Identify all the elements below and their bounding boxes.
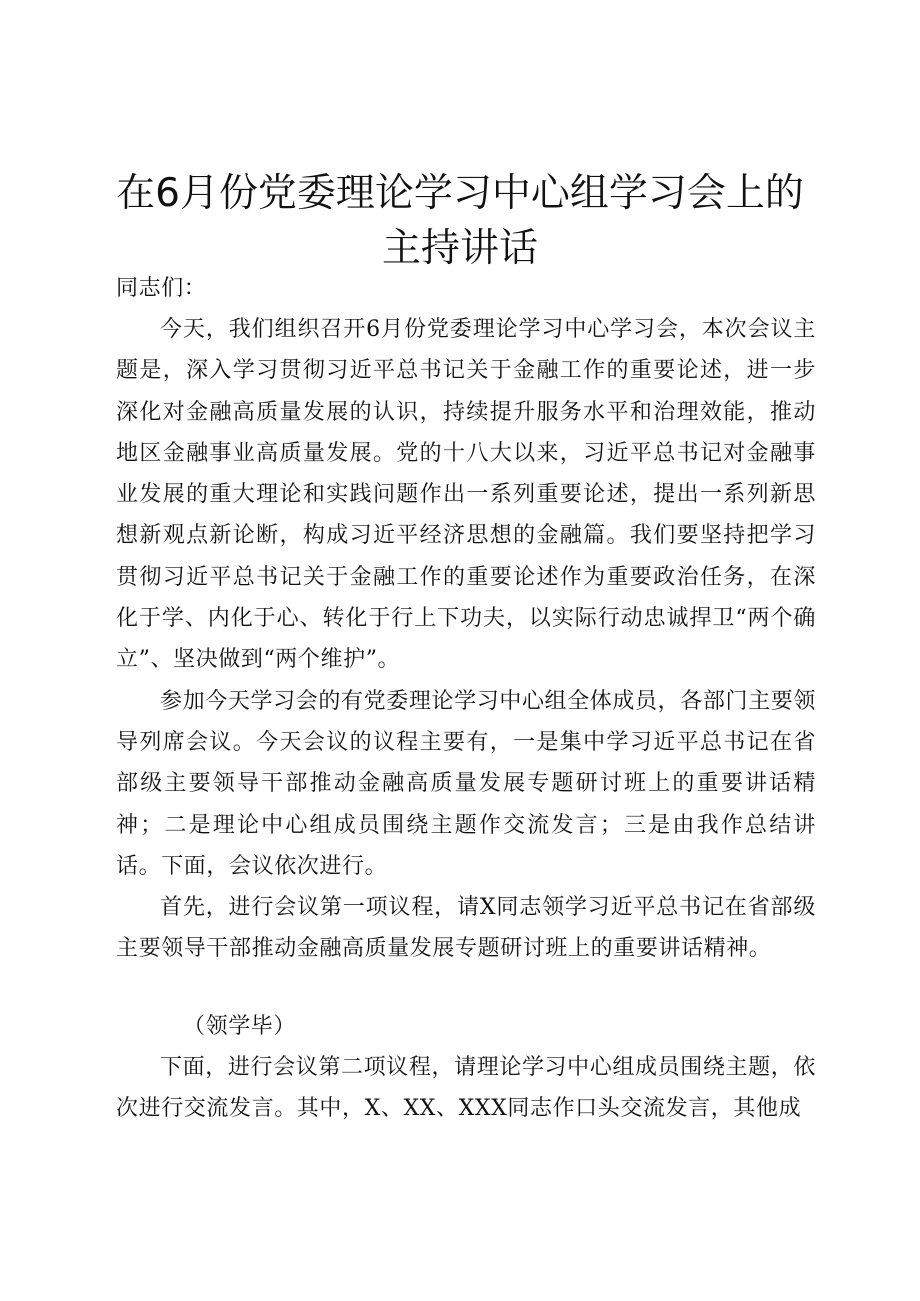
document-title: 在6月份党委理论学习中心组学习会上的主持讲话 — [116, 171, 804, 271]
paragraph-intro: 今天，我们组织召开6月份党委理论学习中心学习会，本次会议主题是，深入学习贯彻习近平总书记关于金融工作的重要论述，进一步深化对金融高质量发展的认识，持续提升服务水平和治理效能，推动地区金融事业高质量发展。党的十八大以来，习近平总书记对金融事业发展的重大理论和实践问题作出一系列重要论述，提出一系列新思想新观点新论断，构成习近平经济思想的金融篇。我们要坚持把学习贯彻习近平总书记关于金融工作的重要论述作为重要政治任务，在深化于学、内化于心、转化于行上下功夫，以实际行动忠诚捍卫“两个确立”、坚决做到“两个维护”。 — [116, 317, 816, 673]
stage-note: （领学毕） — [183, 1014, 297, 1039]
body-paragraphs-bottom — [116, 1047, 816, 1130]
paragraph-first-agenda: 首先，进行会议第一项议程，请X同志领学习近平总书记在省部级主要领导干部推动金融高质量发展专题研讨班上的重要讲话精神。 — [116, 895, 816, 962]
body-paragraphs-top — [116, 309, 816, 970]
paragraph-second-agenda: 下面，进行会议第二项议程，请理论学习中心组成员围绕主题，依次进行交流发言。其中，X、XX、XXX同志作口头交流发言，其他成 — [116, 1055, 816, 1122]
paragraph-attendees: 参加今天学习会的有党委理论学习中心组全体成员，各部门主要领导列席会议。今天会议的议程主要有，一是集中学习近平总书记在省部级主要领导干部推动金融高质量发展专题研讨班上的重要讲话精神；二是理论中心组成员围绕主题作交流发言；三是由我作总结讲话。下面，会议依次进行。 — [116, 688, 816, 879]
salutation: 同志们： — [116, 276, 207, 301]
